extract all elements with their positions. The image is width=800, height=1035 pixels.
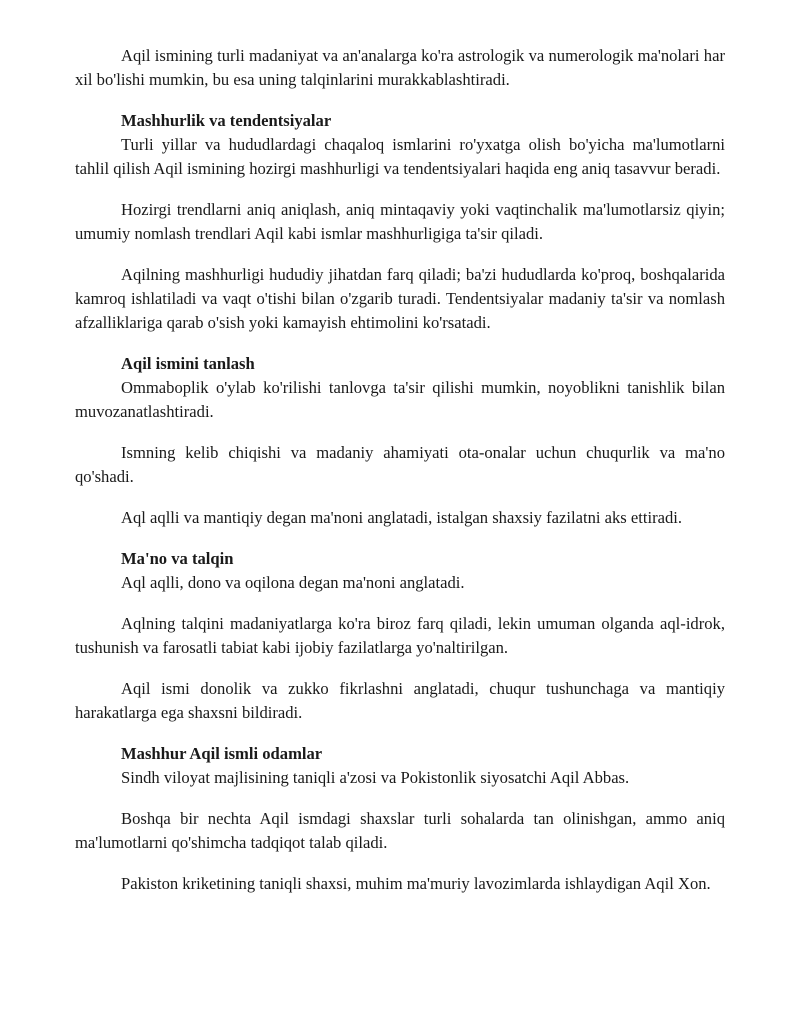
- paragraph: Aqlning talqini madaniyatlarga ko'ra biroz farq qiladi, lekin umuman olganda aql-idrok, tushunish va farosatli tabiat kabi ijobiy fazilatlarga yo'naltirilgan.: [75, 614, 725, 657]
- intro-paragraph: Aqil ismining turli madaniyat va an'analarga ko'ra astrologik va numerologik ma'nolari har xil bo'lishi mumkin, bu esa uning talqinlarini murakkablashtiradi.: [75, 46, 725, 89]
- paragraph: Hozirgi trendlarni aniq aniqlash, aniq mintaqaviy yoki vaqtinchalik ma'lumotlarsiz qiyin; umumiy nomlash trendlari Aqil kabi ismlar mashhurligiga ta'sir qiladi.: [75, 200, 725, 243]
- paragraph: Aqil ismi donolik va zukko fikrlashni anglatadi, chuqur tushunchaga va mantiqiy harakatlarga ega shaxsni bildiradi.: [75, 679, 725, 722]
- paragraph: Sindh viloyat majlisining taniqli a'zosi va Pokistonlik siyosatchi Aqil Abbas.: [121, 768, 630, 787]
- section-heading: Ma'no va talqin: [121, 549, 234, 568]
- section-meaning: [75, 547, 725, 725]
- paragraph: Ommaboplik o'ylab ko'rilishi tanlovga ta'sir qilishi mumkin, noyoblikni tanishlik bilan muvozanatlashtiradi.: [75, 378, 725, 421]
- paragraph: Aql aqlli va mantiqiy degan ma'noni anglatadi, istalgan shaxsiy fazilatni aks ettiradi.: [121, 508, 683, 527]
- section-heading: Mashhurlik va tendentsiyalar: [121, 111, 332, 130]
- section-heading: Aqil ismini tanlash: [121, 354, 255, 373]
- paragraph: Turli yillar va hududlardagi chaqaloq ismlarini ro'yxatga olish bo'yicha ma'lumotlarni tahlil qilish Aqil ismining hozirgi mashhurligi va tendentsiyalari haqida eng aniq tasavvur beradi.: [75, 135, 725, 178]
- paragraph: Aqilning mashhurligi hududiy jihatdan farq qiladi; ba'zi hududlarda ko'proq, boshqalarida kamroq ishlatiladi va vaqt o'tishi bilan o'zgarib turadi. Tendentsiyalar madaniy ta'sir va nomlash afzalliklariga qarab o'sish yoki kamayish ehtimolini ko'rsatadi.: [75, 265, 725, 332]
- section-famous-people: [75, 742, 725, 896]
- paragraph: Pakiston kriketining taniqli shaxsi, muhim ma'muriy lavozimlarda ishlaydigan Aqil Xon.: [121, 874, 711, 893]
- section-choosing-name: [75, 352, 725, 530]
- paragraph: Aql aqlli, dono va oqilona degan ma'noni anglatadi.: [121, 573, 465, 592]
- section-popularity: [75, 109, 725, 335]
- document-page: [75, 44, 725, 896]
- paragraph: Boshqa bir nechta Aqil ismdagi shaxslar turli sohalarda tan olinishgan, ammo aniq ma'lumotlarni qo'shimcha tadqiqot talab qiladi.: [75, 809, 725, 852]
- paragraph: Ismning kelib chiqishi va madaniy ahamiyati ota-onalar uchun chuqurlik va ma'no qo'shadi.: [75, 443, 725, 486]
- section-heading: Mashhur Aqil ismli odamlar: [121, 744, 323, 763]
